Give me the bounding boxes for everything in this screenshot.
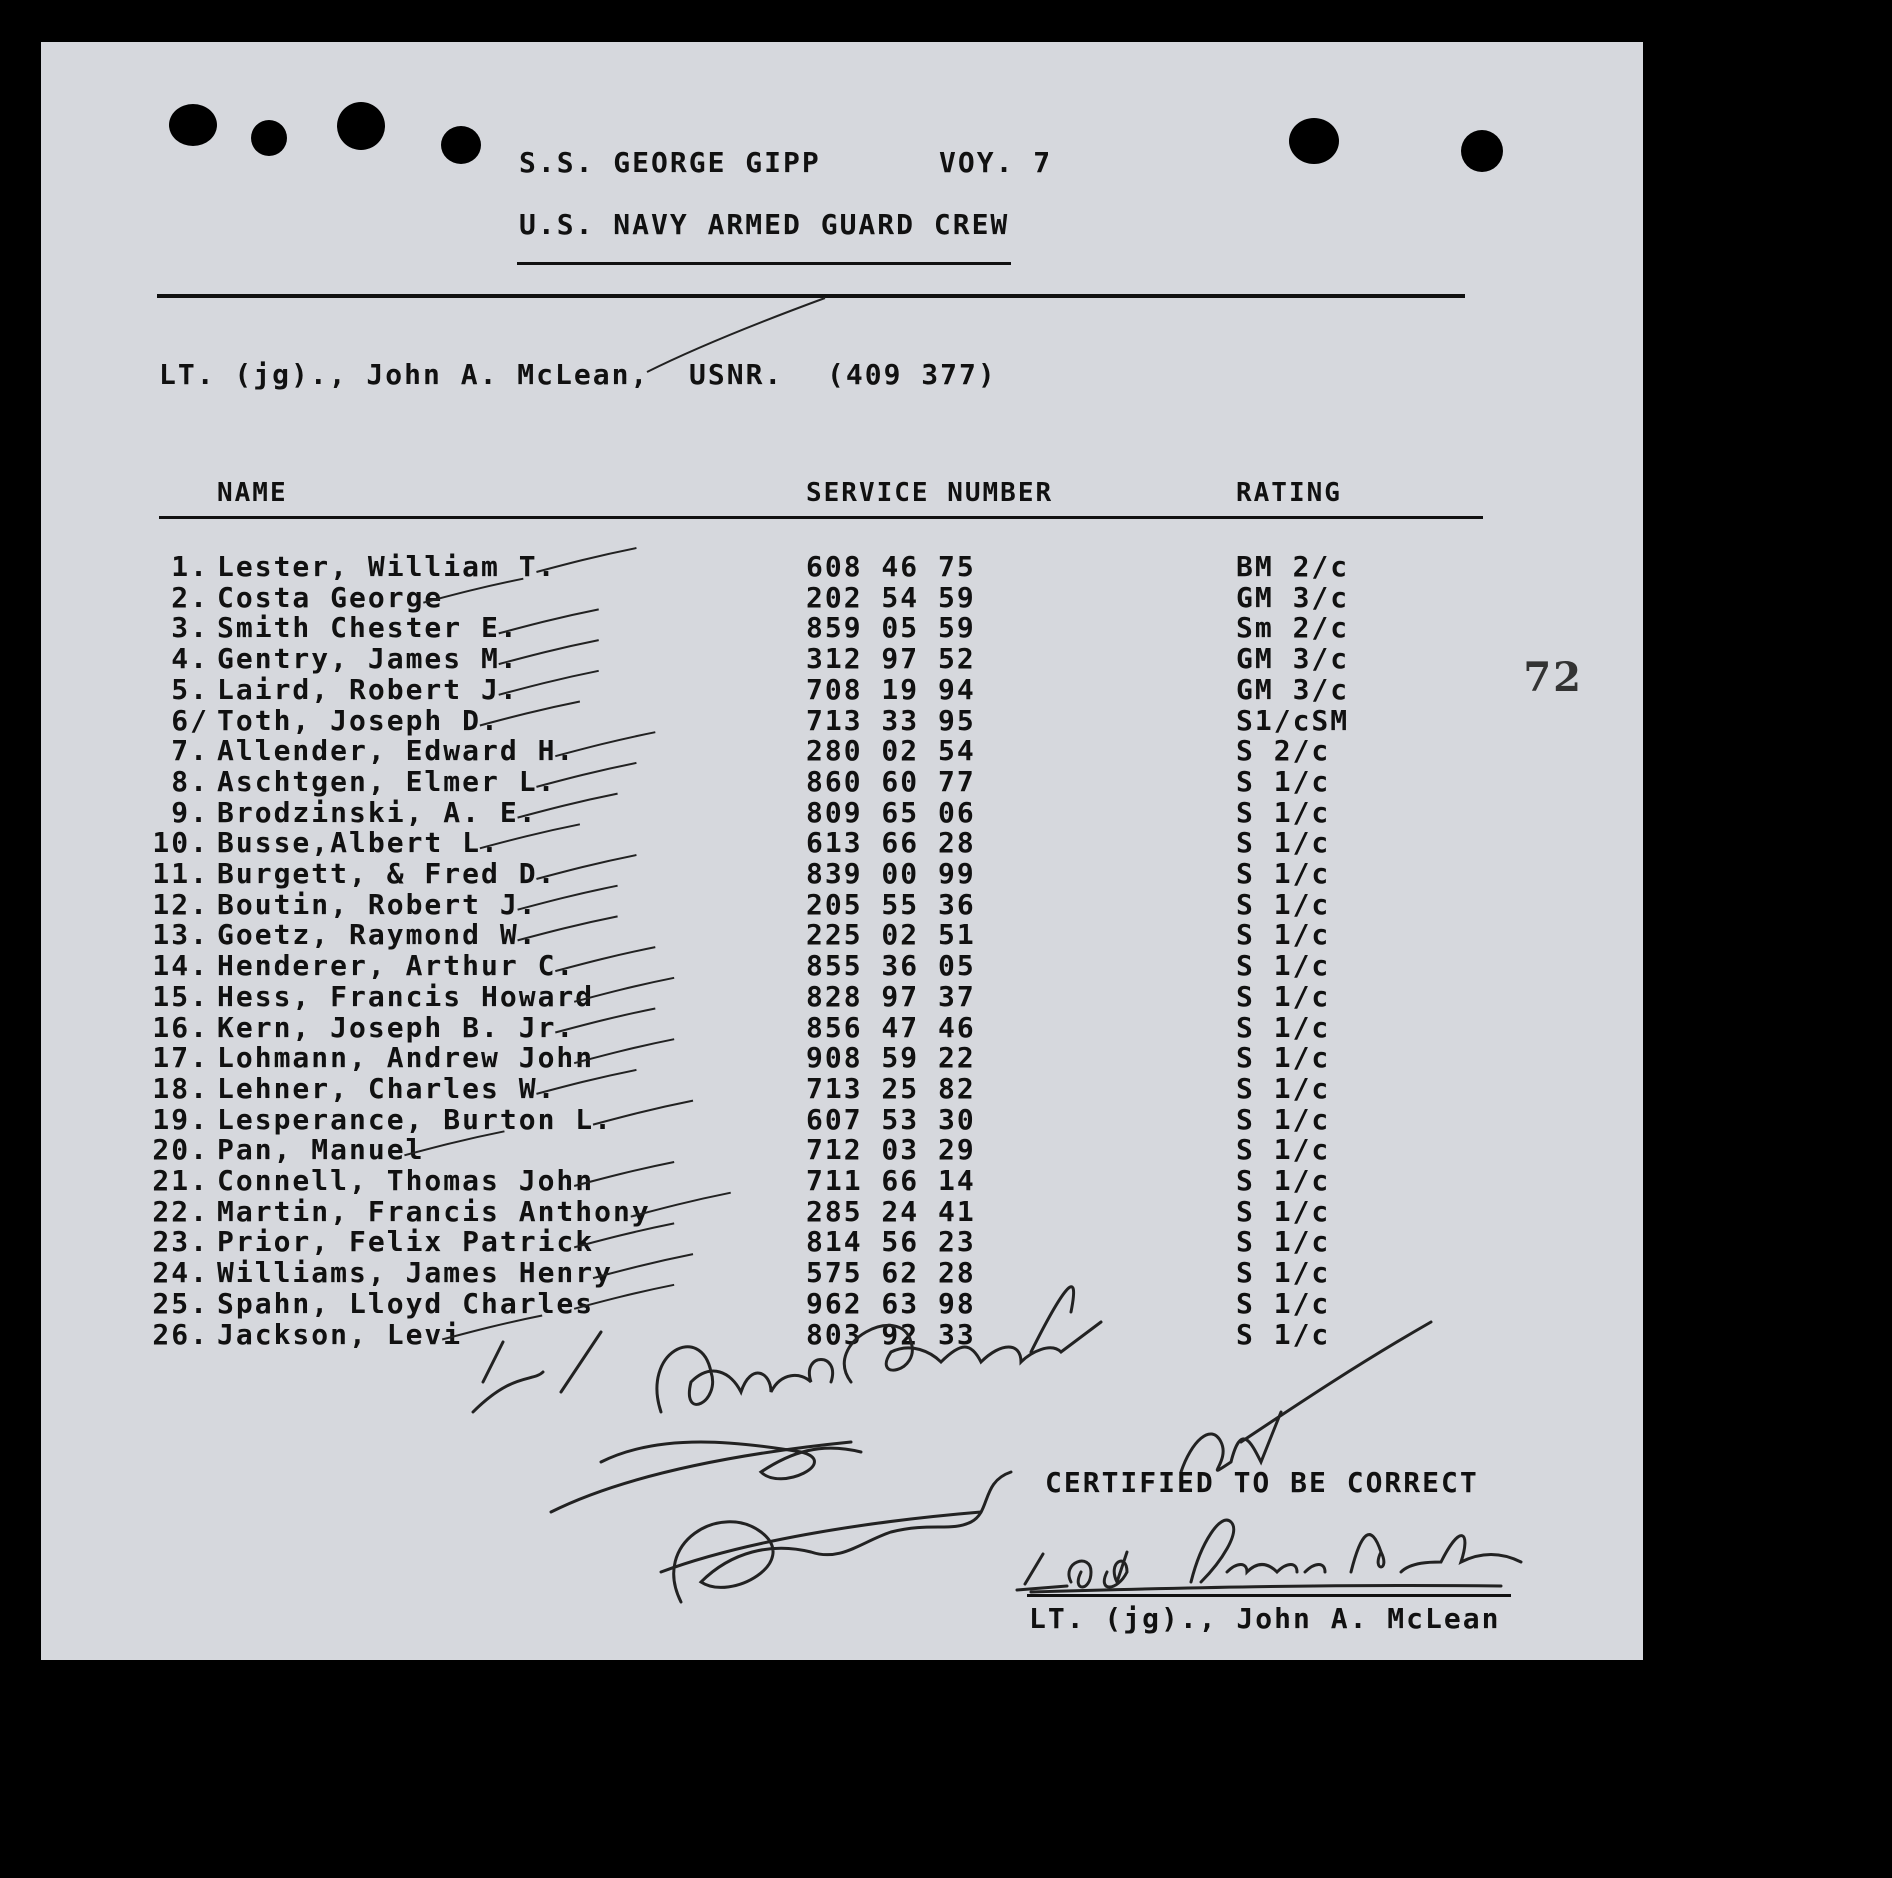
crew-name: Hess, Francis Howard xyxy=(217,979,595,1013)
service-number: 575 62 28 xyxy=(806,1256,976,1290)
row-number: 4. xyxy=(171,642,209,676)
document-page xyxy=(41,42,1643,1660)
row-number: 5. xyxy=(171,672,209,706)
row-number: 1. xyxy=(171,550,209,583)
rating: S 1/c xyxy=(1236,979,1331,1013)
rating: GM 3/c xyxy=(1236,672,1350,706)
rating: S 1/c xyxy=(1236,1133,1331,1167)
officer-branch: USNR. xyxy=(689,358,784,391)
service-number: 205 55 36 xyxy=(806,887,976,921)
service-number: 711 66 14 xyxy=(806,1164,976,1197)
crew-name: Brodzinski, A. E. xyxy=(217,795,538,829)
rating: S 1/c xyxy=(1236,1102,1331,1136)
row-number: 13. xyxy=(152,918,209,952)
service-number: 803 92 33 xyxy=(806,1317,976,1351)
row-number: 22. xyxy=(152,1194,209,1228)
rating: S 1/c xyxy=(1236,1010,1331,1044)
row-number: 20. xyxy=(152,1133,209,1167)
row-number: 12. xyxy=(152,887,209,921)
service-number: 613 66 28 xyxy=(806,826,976,860)
service-number: 814 56 23 xyxy=(806,1225,976,1259)
rating: S 1/c xyxy=(1236,1317,1331,1351)
crew-name: Busse,Albert L. xyxy=(217,826,500,860)
officer-name: LT. (jg)., John A. McLean, xyxy=(159,358,650,391)
service-number: 202 54 59 xyxy=(806,580,976,614)
document-title: U.S. NAVY ARMED GUARD CREW xyxy=(519,208,1010,241)
rating: S 1/c xyxy=(1236,857,1331,890)
rating: S 1/c xyxy=(1236,1071,1331,1105)
crew-name: Kern, Joseph B. Jr. xyxy=(217,1010,576,1044)
service-number: 908 59 22 xyxy=(806,1041,976,1075)
rating: S 1/c xyxy=(1236,887,1331,921)
row-number: 3. xyxy=(171,611,209,645)
row-number: 16. xyxy=(152,1010,209,1044)
crew-name: Spahn, Lloyd Charles xyxy=(217,1286,595,1320)
service-number: 962 63 98 xyxy=(806,1286,976,1320)
rating: BM 2/c xyxy=(1236,550,1350,583)
crew-name: Jackson, Levi xyxy=(217,1317,463,1351)
officer-number: (409 377) xyxy=(827,358,997,391)
row-number: 26. xyxy=(152,1317,209,1351)
officer-signer-name: LT. (jg)., John A. McLean xyxy=(1029,1602,1501,1635)
row-number: 7. xyxy=(171,734,209,768)
service-number: 856 47 46 xyxy=(806,1010,976,1044)
crew-name: Boutin, Robert J. xyxy=(217,887,538,921)
service-number: 608 46 75 xyxy=(806,550,976,583)
rating: S 1/c xyxy=(1236,918,1331,952)
service-number: 855 36 05 xyxy=(806,949,976,983)
crew-name: Lesperance, Burton L. xyxy=(217,1102,614,1136)
crew-name: Costa George xyxy=(217,580,444,614)
crew-name: Burgett, & Fred D. xyxy=(217,857,557,890)
row-number: 24. xyxy=(152,1256,209,1290)
service-number: 712 03 29 xyxy=(806,1133,976,1167)
crew-name: Williams, James Henry xyxy=(217,1256,614,1290)
rating: GM 3/c xyxy=(1236,580,1350,614)
rating: S 1/c xyxy=(1236,1225,1331,1259)
column-header-rating: RATING xyxy=(1236,478,1342,508)
crew-name: Connell, Thomas John xyxy=(217,1164,595,1197)
crew-name: Smith Chester E. xyxy=(217,611,519,645)
service-number: 713 25 82 xyxy=(806,1071,976,1105)
rating: S1/cSM xyxy=(1236,703,1350,737)
service-number: 225 02 51 xyxy=(806,918,976,952)
crew-name: Lohmann, Andrew John xyxy=(217,1041,595,1075)
row-number: 19. xyxy=(152,1102,209,1136)
service-number: 607 53 30 xyxy=(806,1102,976,1136)
rating: S 1/c xyxy=(1236,1256,1331,1290)
crew-name: Allender, Edward H. xyxy=(217,734,576,768)
row-number: 2. xyxy=(171,580,209,614)
row-number: 18. xyxy=(152,1071,209,1105)
voyage-number: VOY. 7 xyxy=(939,146,1053,179)
rating: S 2/c xyxy=(1236,734,1331,768)
rating: S 1/c xyxy=(1236,1286,1331,1320)
row-number: 14. xyxy=(152,949,209,983)
rating: Sm 2/c xyxy=(1236,611,1350,645)
row-number: 6/ xyxy=(171,703,209,737)
row-number: 10. xyxy=(152,826,209,860)
crew-name: Toth, Joseph D. xyxy=(217,703,500,737)
row-number: 17. xyxy=(152,1041,209,1075)
crew-name: Goetz, Raymond W. xyxy=(217,918,538,952)
service-number: 859 05 59 xyxy=(806,611,976,645)
crew-name: Pan, Manuel xyxy=(217,1133,425,1167)
service-number: 312 97 52 xyxy=(806,642,976,676)
rating: S 1/c xyxy=(1236,1164,1331,1197)
service-number: 809 65 06 xyxy=(806,795,976,829)
crew-name: Lester, William T. xyxy=(217,550,557,583)
rating: GM 3/c xyxy=(1236,642,1350,676)
officer-signature xyxy=(41,42,1643,1660)
row-number: 8. xyxy=(171,764,209,798)
crew-name: Lehner, Charles W. xyxy=(217,1071,557,1105)
rating: S 1/c xyxy=(1236,949,1331,983)
service-number: 839 00 99 xyxy=(806,857,976,890)
row-number: 15. xyxy=(152,979,209,1013)
row-number: 25. xyxy=(152,1286,209,1320)
rating: S 1/c xyxy=(1236,1041,1331,1075)
service-number: 713 33 95 xyxy=(806,703,976,737)
rating: S 1/c xyxy=(1236,764,1331,798)
service-number: 708 19 94 xyxy=(806,672,976,706)
ship-name: S.S. GEORGE GIPP xyxy=(519,146,821,179)
crew-name: Aschtgen, Elmer L. xyxy=(217,764,557,798)
crew-name: Martin, Francis Anthony xyxy=(217,1194,651,1228)
service-number: 285 24 41 xyxy=(806,1194,976,1228)
rating: S 1/c xyxy=(1236,795,1331,829)
column-header-service-number: SERVICE NUMBER xyxy=(806,478,1054,508)
crew-name: Prior, Felix Patrick xyxy=(217,1225,595,1259)
service-number: 828 97 37 xyxy=(806,979,976,1013)
row-number: 9. xyxy=(171,795,209,829)
crew-name: Laird, Robert J. xyxy=(217,672,519,706)
rating: S 1/c xyxy=(1236,1194,1331,1228)
signature-line xyxy=(1027,1594,1511,1597)
certification-statement: CERTIFIED TO BE CORRECT xyxy=(1045,1466,1479,1499)
row-number: 23. xyxy=(152,1225,209,1259)
page-number: 72 xyxy=(1523,654,1583,701)
crew-name: Gentry, James M. xyxy=(217,642,519,676)
service-number: 860 60 77 xyxy=(806,764,976,798)
column-header-name: NAME xyxy=(217,478,288,508)
crew-name: Henderer, Arthur C. xyxy=(217,949,576,983)
row-number: 21. xyxy=(152,1164,209,1197)
service-number: 280 02 54 xyxy=(806,734,976,768)
rating: S 1/c xyxy=(1236,826,1331,860)
row-number: 11. xyxy=(152,857,209,890)
